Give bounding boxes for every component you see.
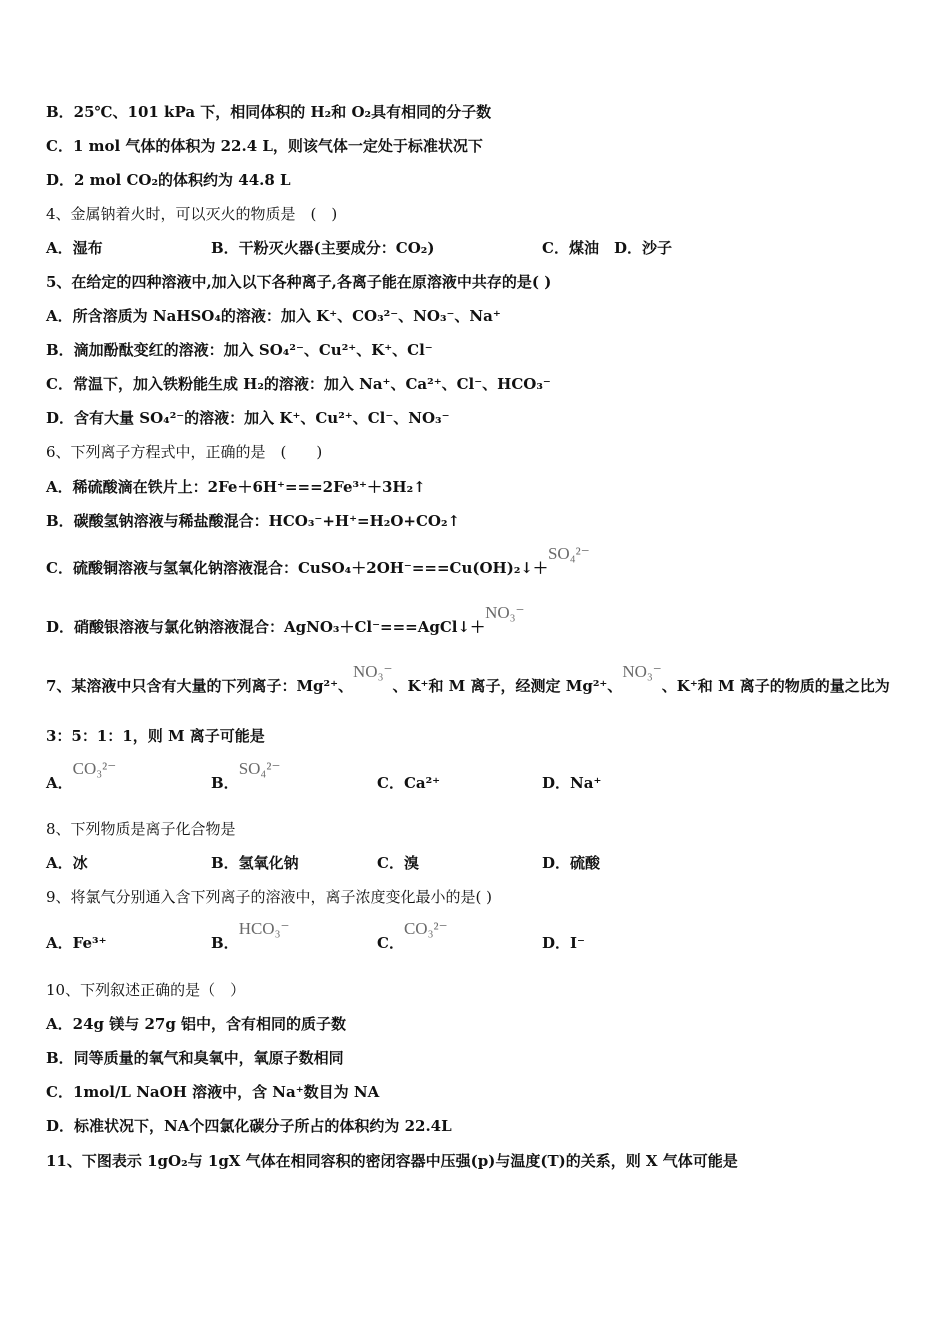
- question-6: 6、下列离子方程式中，正确的是 ( ): [46, 443, 323, 461]
- question-8: 8、下列物质是离子化合物是: [46, 820, 236, 838]
- q7-option-a-label: A．: [46, 774, 73, 792]
- q9-option-d: D．I⁻: [542, 934, 585, 952]
- q7-option-d: D．Na⁺: [542, 774, 602, 792]
- bicarbonate-ion-formula: HCO₃⁻: [238, 919, 290, 938]
- q10-option-b: B．同等质量的氧气和臭氧中，氧原子数相同: [46, 1049, 344, 1067]
- q4-option-cd: C．煤油 D．沙子: [542, 239, 672, 257]
- sulfate-ion-formula: SO₄²⁻: [547, 544, 590, 563]
- question-11: 11、下图表示 1gO₂与 1gX 气体在相同容积的密闭容器中压强(p)与温度(T)的关系，则 X 气体可能是: [46, 1152, 738, 1170]
- q8-option-c: C．溴: [377, 854, 419, 872]
- question-7: [46, 662, 890, 696]
- q10-option-d: D．标准状况下，NA个四氯化碳分子所占的体积约为 22.4L: [46, 1117, 452, 1135]
- q4-option-a: A．湿布: [46, 239, 103, 257]
- q10-option-a: A．24g 镁与 27g 铝中，含有相同的质子数: [46, 1015, 347, 1033]
- q4-option-b: B．干粉灭火器(主要成分：CO₂): [211, 239, 435, 257]
- q9-option-c-label: C．: [377, 934, 404, 952]
- sulfate-ion-formula-b: SO₄²⁻: [238, 759, 281, 778]
- q7-option-a: [46, 759, 117, 793]
- q8-option-d: D．硫酸: [542, 854, 601, 872]
- q9-option-b: [211, 919, 290, 953]
- q9-option-c: [377, 919, 448, 953]
- q7-option-b-label: B．: [211, 774, 239, 792]
- q9-option-a: A．Fe³⁺: [46, 934, 107, 952]
- q6-option-c: [46, 544, 590, 578]
- question-4: 4、金属钠着火时，可以灭火的物质是 ( ): [46, 205, 338, 223]
- option-d-line: D．2 mol CO₂的体积约为 44.8 L: [46, 171, 291, 189]
- nitrate-ion-formula: NO₃⁻: [485, 603, 525, 622]
- carbonate-ion-formula-c: CO₃²⁻: [403, 919, 448, 938]
- q7-option-c: C．Ca²⁺: [377, 774, 441, 792]
- q10-option-c: C．1mol/L NaOH 溶液中，含 Na⁺数目为 NA: [46, 1083, 380, 1101]
- q5-option-c: C．常温下，加入铁粉能生成 H₂的溶液：加入 Na⁺、Ca²⁺、Cl⁻、HCO₃⁻: [46, 375, 551, 393]
- question-9: 9、将氯气分别通入含下列离子的溶液中，离子浓度变化最小的是( ): [46, 888, 493, 906]
- q6-option-a: A．稀硫酸滴在铁片上：2Fe＋6H⁺===2Fe³⁺＋3H₂↑: [46, 478, 426, 496]
- q7-text-3: 、K⁺和 M 离子的物质的量之比为: [661, 677, 890, 695]
- q5-option-b: B．滴加酚酞变红的溶液：加入 SO₄²⁻、Cu²⁺、K⁺、Cl⁻: [46, 341, 433, 359]
- q6-option-c-text: C．硫酸铜溶液与氢氧化钠溶液混合：CuSO₄＋2OH⁻===Cu(OH)₂↓＋: [46, 559, 548, 577]
- q5-option-d: D．含有大量 SO₄²⁻的溶液：加入 K⁺、Cu²⁺、Cl⁻、NO₃⁻: [46, 409, 450, 427]
- nitrate-ion-formula-1: NO₃⁻: [353, 662, 393, 681]
- question-5: 5、在给定的四种溶液中,加入以下各种离子,各离子能在原溶液中共存的是( ): [46, 273, 552, 291]
- q9-option-b-label: B．: [211, 934, 239, 952]
- option-b-line: B．25℃、101 kPa 下，相同体积的 H₂和 O₂具有相同的分子数: [46, 103, 492, 121]
- option-c-line: C．1 mol 气体的体积为 22.4 L，则该气体一定处于标准状况下: [46, 137, 483, 155]
- q6-option-b: B．碳酸氢钠溶液与稀盐酸混合：HCO₃⁻+H⁺=H₂O+CO₂↑: [46, 512, 461, 530]
- nitrate-ion-formula-2: NO₃⁻: [622, 662, 662, 681]
- q6-option-d: [46, 603, 525, 637]
- question-7-continued: 3：5：1：1，则 M 离子可能是: [46, 727, 265, 745]
- question-10: 10、下列叙述正确的是（ ）: [46, 981, 246, 999]
- q7-text-1: 7、某溶液中只含有大量的下列离子：Mg²⁺、: [46, 677, 354, 695]
- q8-option-a: A．冰: [46, 854, 88, 872]
- q6-option-d-text: D．硝酸银溶液与氯化钠溶液混合：AgNO₃＋Cl⁻===AgCl↓＋: [46, 618, 486, 636]
- q8-option-b: B．氢氧化钠: [211, 854, 299, 872]
- q7-option-b: [211, 759, 281, 793]
- q5-option-a: A．所含溶质为 NaHSO₄的溶液：加入 K⁺、CO₃²⁻、NO₃⁻、Na⁺: [46, 307, 501, 325]
- carbonate-ion-formula: CO₃²⁻: [72, 759, 117, 778]
- q7-text-2: 、K⁺和 M 离子，经测定 Mg²⁺、: [392, 677, 623, 695]
